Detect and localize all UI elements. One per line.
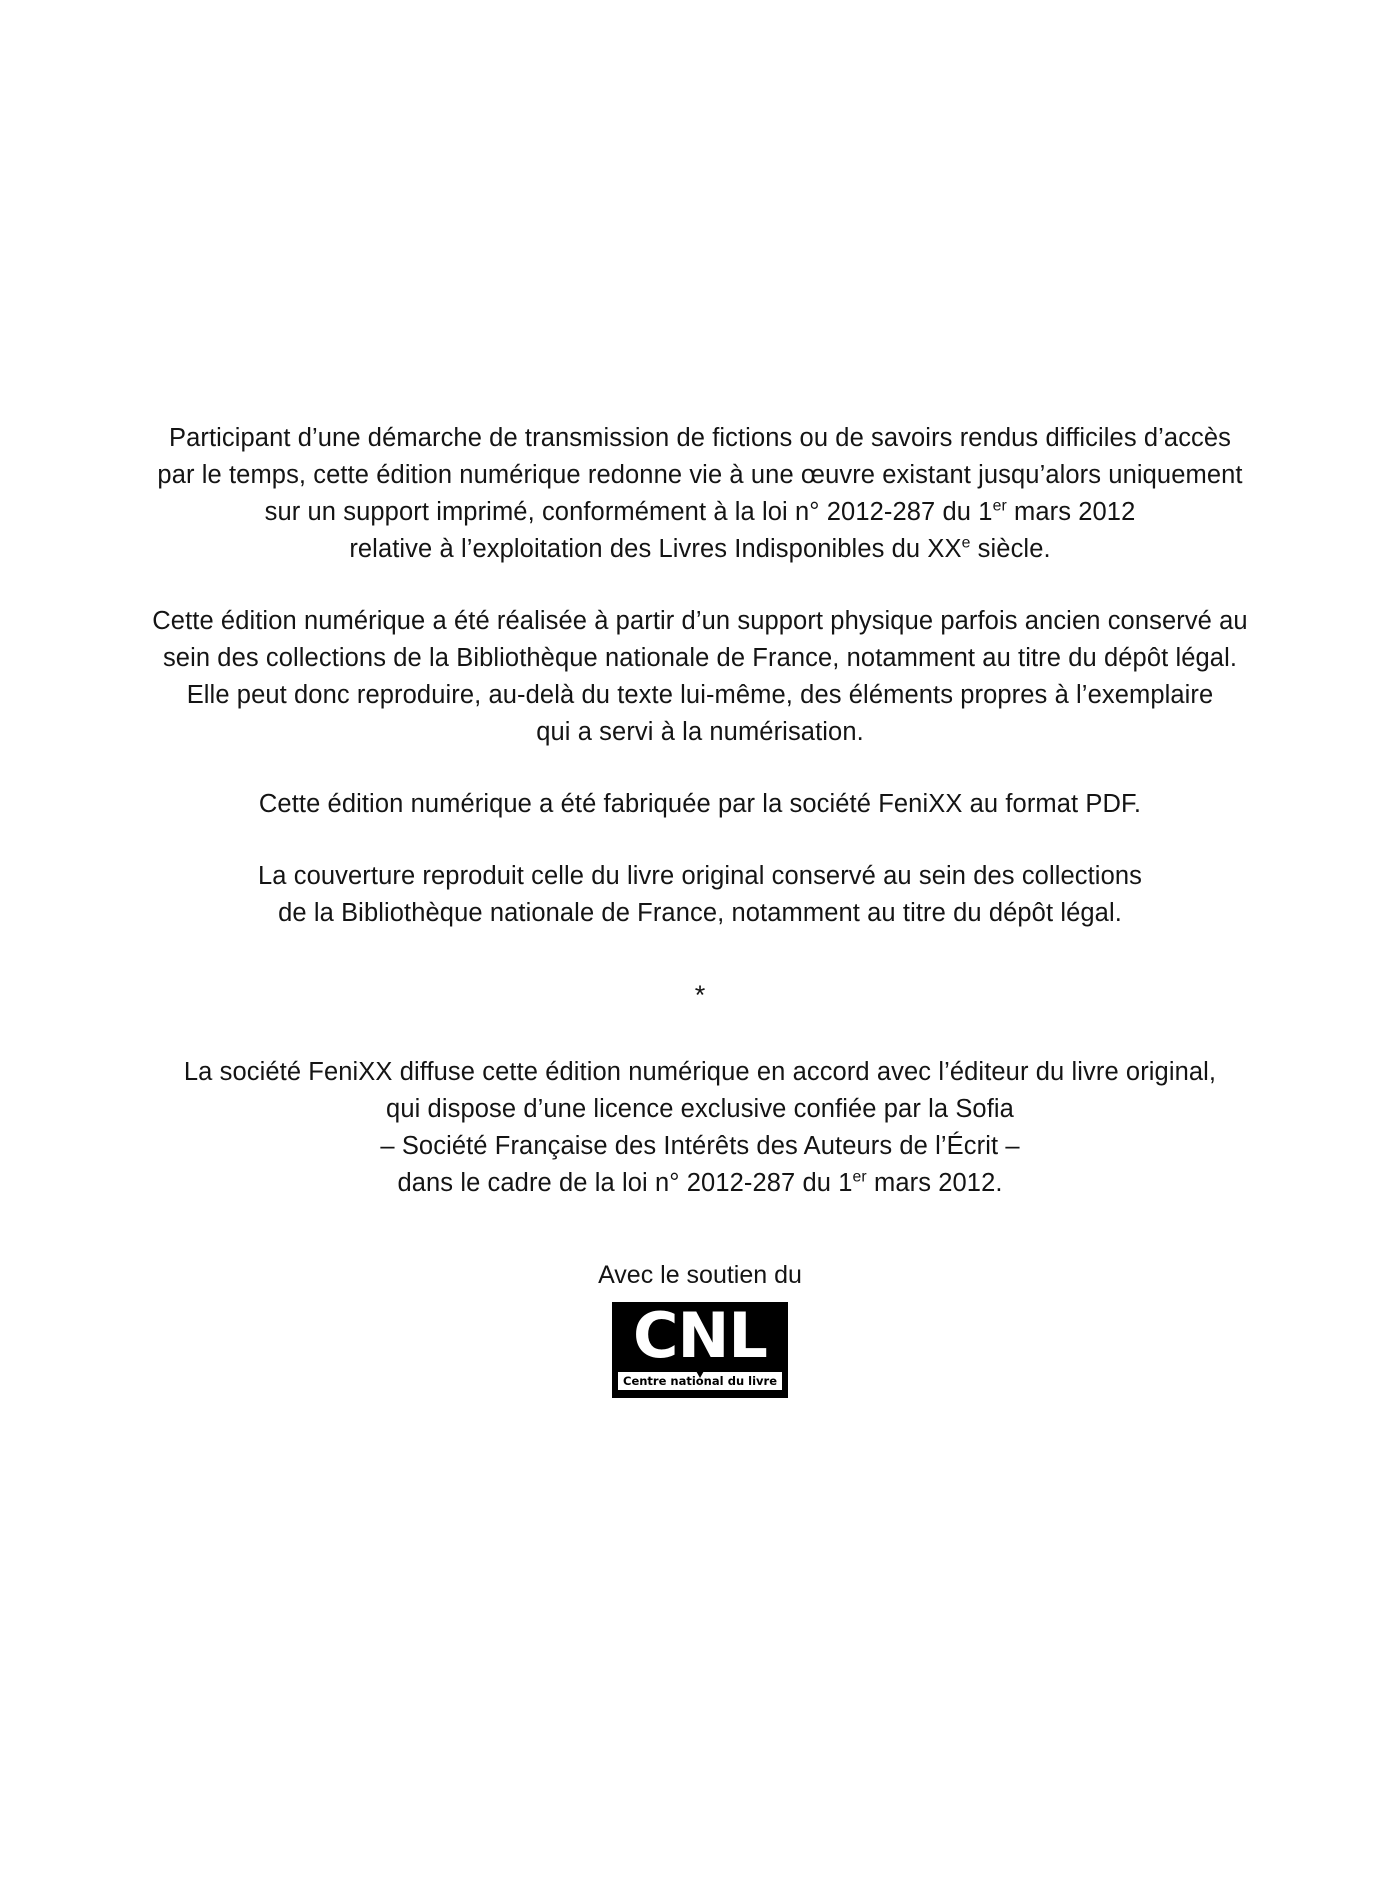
- paragraph-fabrication-line-1: Cette édition numérique a été fabriquée par la société FeniXX au format PDF.: [258, 790, 1142, 818]
- ordinal-suffix-er: er: [992, 497, 1007, 515]
- ordinal-suffix-e: e: [961, 534, 971, 552]
- paragraph-couverture-line-2: de la Bibliothèque nationale de France, notamment au titre du dépôt légal.: [278, 899, 1122, 927]
- paragraph-fabrication: [130, 786, 1270, 823]
- paragraph-support-physique-line-1: Cette édition numérique a été réalisée à partir d’un support physique parfois ancien conservé au: [152, 607, 1248, 635]
- support-label: Avec le soutien du: [598, 1261, 802, 1289]
- paragraph-couverture: [130, 858, 1270, 932]
- paragraph-diffusion-line-1: La société FeniXX diffuse cette édition numérique en accord avec l’éditeur du livre original,: [183, 1058, 1217, 1086]
- legal-notice-content: [0, 420, 1400, 1398]
- paragraph-diffusion-line-3: – Société Française des Intérêts des Auteurs de l’Écrit –: [380, 1132, 1020, 1160]
- section-separator-asterisk: *: [694, 980, 706, 1010]
- paragraph-transmission-line-4b: siècle.: [970, 535, 1051, 563]
- cnl-logo-subtitle-left: Centre national: [623, 1374, 724, 1388]
- paragraph-couverture-line-1: La couverture reproduit celle du livre original conservé au sein des collections: [258, 862, 1142, 890]
- cnl-logo: [612, 1299, 788, 1398]
- paragraph-diffusion-line-4b: mars 2012.: [866, 1169, 1003, 1197]
- paragraph-transmission-line-4a: relative à l’exploitation des Livres Indisponibles du XX: [349, 535, 962, 563]
- paragraph-support-physique-line-3: Elle peut donc reproduire, au-delà du texte lui-même, des éléments propres à l’exemplaire: [186, 681, 1214, 709]
- paragraph-diffusion: [130, 1054, 1270, 1202]
- paragraph-transmission-line-3a: sur un support imprimé, conformément à la loi n° 2012-287 du 1: [264, 498, 993, 526]
- paragraph-support-physique-line-2: sein des collections de la Bibliothèque nationale de France, notamment au titre du dépôt légal.: [162, 644, 1238, 672]
- cnl-logo-tick-icon: [691, 1362, 709, 1378]
- paragraph-diffusion-line-2: qui dispose d’une licence exclusive confiée par la Sofia: [386, 1095, 1014, 1123]
- paragraph-transmission-line-2: par le temps, cette édition numérique redonne vie à une œuvre existant jusqu’alors uniquement: [157, 461, 1243, 489]
- paragraph-diffusion-line-4a: dans le cadre de la loi n° 2012-287 du 1: [397, 1169, 853, 1197]
- paragraph-support-physique: [130, 603, 1270, 751]
- paragraph-transmission: [130, 420, 1270, 568]
- paragraph-support-physique-line-4: qui a servi à la numérisation.: [536, 718, 864, 746]
- cnl-logo-subtitle-right: du livre: [727, 1374, 777, 1388]
- ordinal-suffix-er-2: er: [852, 1168, 867, 1186]
- paragraph-transmission-line-3b: mars 2012: [1006, 498, 1136, 526]
- cnl-logo-subtitle: [618, 1372, 782, 1390]
- cnl-logo-letters: CNL: [633, 1299, 767, 1372]
- support-block: [0, 1260, 1400, 1398]
- paragraph-transmission-line-1: Participant d’une démarche de transmission de fictions ou de savoirs rendus difficiles d’accès: [168, 424, 1232, 452]
